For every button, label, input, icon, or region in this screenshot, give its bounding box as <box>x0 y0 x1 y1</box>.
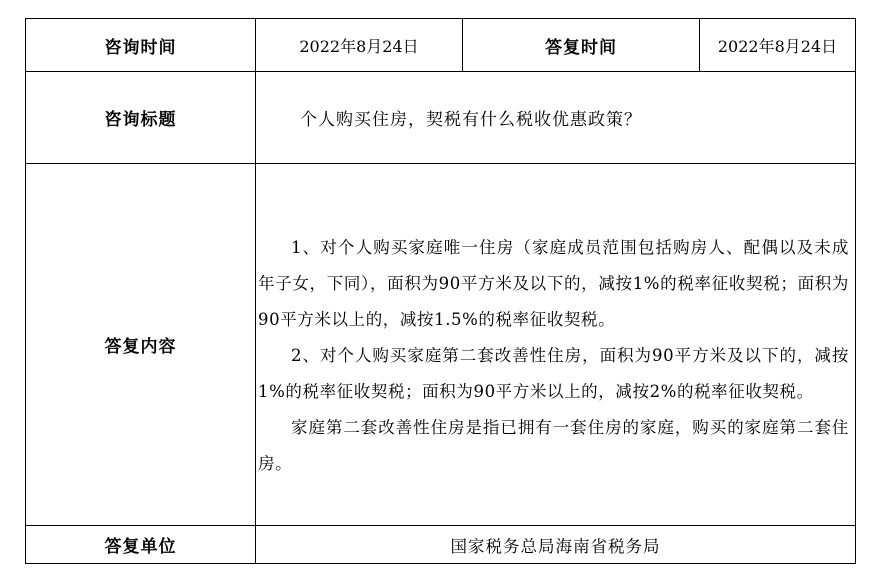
reply-content-body <box>256 164 856 526</box>
consult-title-label: 咨询标题 <box>26 72 256 164</box>
reply-time-label: 答复时间 <box>463 19 700 72</box>
reply-paragraph-1: 1、对个人购买家庭唯一住房（家庭成员范围包括购房人、配偶以及未成年子女，下同），面积为90平方米及以下的，减按1%的税率征收契税；面积为90平方米以上的，减按1.5%的税率征收契税。 <box>258 238 849 329</box>
reply-unit-label: 答复单位 <box>26 526 256 564</box>
reply-paragraph-2: 2、对个人购买家庭第二套改善性住房，面积为90平方米及以下的，减按1%的税率征收契税；面积为90平方米以上的，减按2%的税率征收契税。 <box>258 346 849 401</box>
reply-paragraph-3: 家庭第二套改善性住房是指已拥有一套住房的家庭，购买的家庭第二套住房。 <box>258 418 849 473</box>
reply-unit-value: 国家税务总局海南省税务局 <box>256 526 856 564</box>
consultation-reply-table <box>25 18 856 564</box>
reply-content-label: 答复内容 <box>26 164 256 526</box>
time-row <box>26 19 856 72</box>
title-row <box>26 72 856 164</box>
consult-time-label: 咨询时间 <box>26 19 256 72</box>
unit-row <box>26 526 856 564</box>
consult-title-value: 个人购买住房，契税有什么税收优惠政策？ <box>256 72 856 164</box>
reply-time-value: 2022年8月24日 <box>700 19 856 72</box>
consult-time-value: 2022年8月24日 <box>256 19 463 72</box>
content-row <box>26 164 856 526</box>
